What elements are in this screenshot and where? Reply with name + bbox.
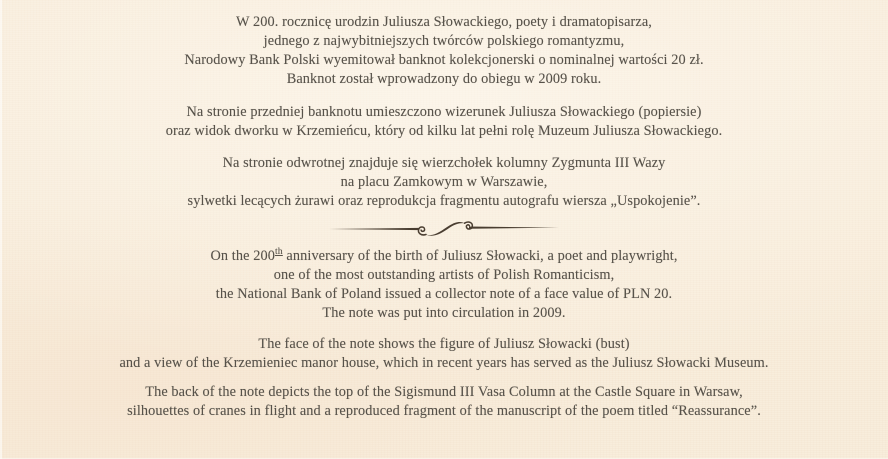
text-line: The back of the note depicts the top of the Sigismund III Vasa Column at the Castle Square in Warsaw, (145, 384, 743, 400)
text-line: sylwetki lecących żurawi oraz reprodukcja fragmentu autografu wiersza „Uspokojenie”. (187, 193, 701, 209)
text-line: The note was put into circulation in 2009. (322, 305, 566, 321)
paragraph-english-issue-info (0, 247, 888, 323)
text-segment: anniversary of the birth of Juliusz Słowacki, a poet and playwright, (282, 248, 678, 264)
text-line (0, 247, 888, 266)
text-line: W 200. rocznicę urodzin Juliusza Słowackiego, poety i dramatopisarza, (236, 14, 652, 30)
text-line: the National Bank of Poland issued a collector note of a face value of PLN 20. (215, 286, 673, 302)
text-line: and a view of the Krzemieniec manor house, which in recent years has served as the Juliusz Słowacki Museum. (119, 355, 769, 371)
text-line: one of the most outstanding artists of Polish Romanticism, (273, 267, 615, 283)
text-line: Na stronie przedniej banknotu umieszczono wizerunek Juliusza Słowackiego (popiersie) (186, 104, 702, 120)
text-line: oraz widok dworku w Krzemieńcu, który od kilku lat pełni rolę Muzeum Juliusza Słowackiego. (165, 123, 723, 139)
text-segment: On the 200 (210, 248, 275, 264)
text-line: Narodowy Bank Polski wyemitował banknot kolekcjonerski o nominalnej wartości 20 zł. (184, 52, 704, 68)
text-line: silhouettes of cranes in flight and a reproduced fragment of the manuscript of the poem titled “Reassurance”. (127, 403, 761, 419)
paragraph-english-reverse (0, 383, 888, 421)
text-line: Banknot został wprowadzony do obiegu w 2009 roku. (286, 71, 602, 87)
text-line: jednego z najwybitniejszych twórców polskiego romantyzmu, (263, 33, 625, 49)
text-line: Na stronie odwrotnej znajduje się wierzchołek kolumny Zygmunta III Wazy (222, 155, 666, 171)
paragraph-polish-reverse (0, 154, 888, 211)
section-divider (0, 215, 888, 241)
paragraph-polish-obverse (0, 103, 888, 141)
text-line: na placu Zamkowym w Warszawie, (340, 174, 548, 190)
paragraph-english-obverse (0, 335, 888, 373)
ordinal-superscript: th (274, 246, 283, 258)
calligraphic-flourish-icon (328, 215, 560, 241)
text-line: The face of the note shows the figure of Juliusz Słowacki (bust) (258, 336, 630, 352)
paragraph-polish-issue-info (0, 13, 888, 89)
